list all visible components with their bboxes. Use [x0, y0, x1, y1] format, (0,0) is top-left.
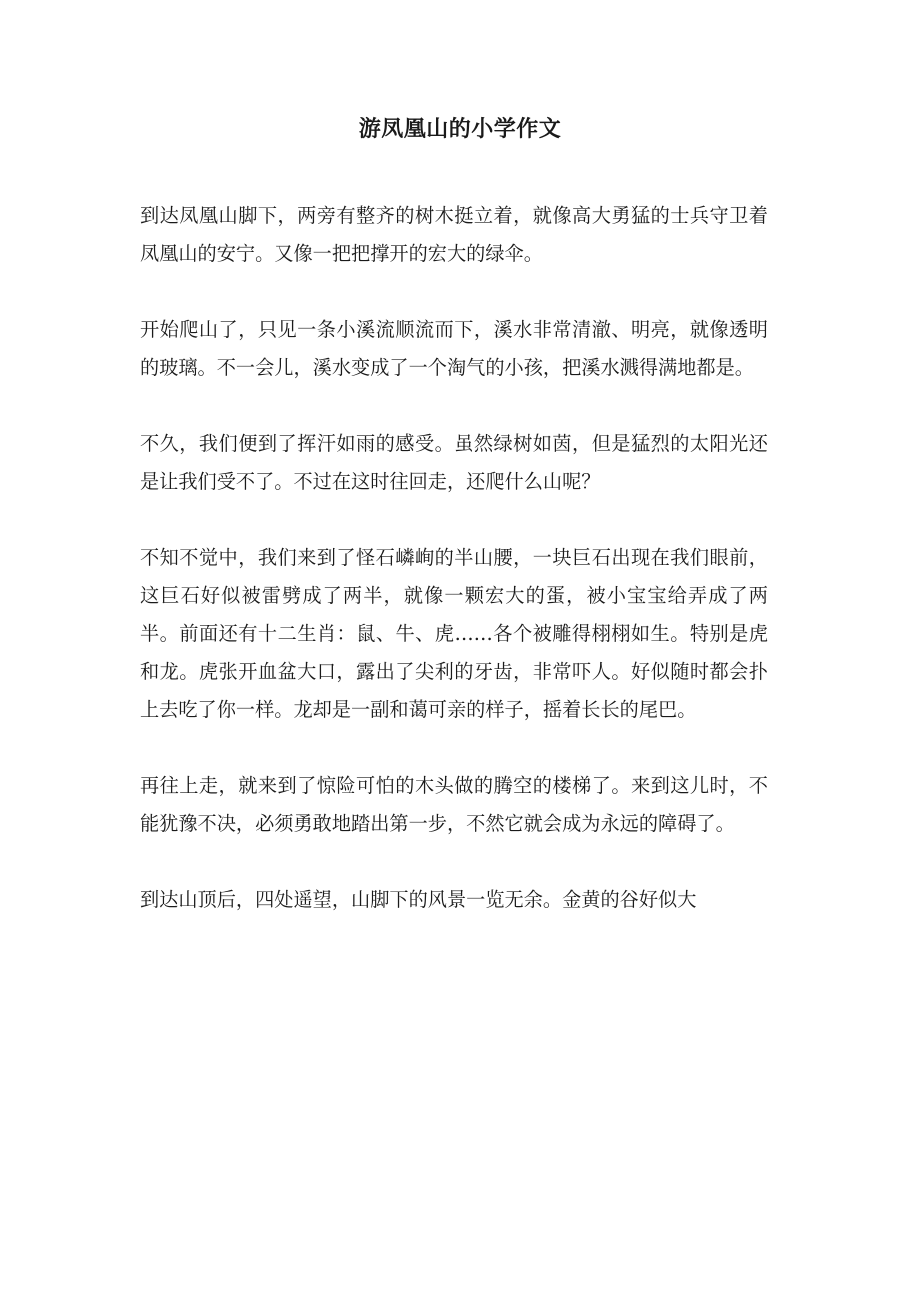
paragraph-4: 不知不觉中，我们来到了怪石嶙峋的半山腰，一块巨石出现在我们眼前，这巨石好似被雷劈成了两半，就像一颗宏大的蛋，被小宝宝给弄成了两半。前面还有十二生肖：鼠、牛、虎……各个被雕得栩栩如生。特别是虎和龙。虎张开血盆大口，露出了尖利的牙齿，非常吓人。好似随时都会扑上去吃了你一样。龙却是一副和蔼可亲的样子，摇着长长的尾巴。	[140, 546, 768, 721]
paragraph-6: 到达山顶后，四处遥望，山脚下的风景一览无余。金黄的谷好似大	[140, 888, 697, 911]
document-title: 游凤凰山的小学作文	[358, 116, 562, 142]
paragraph-1: 到达凤凰山脚下，两旁有整齐的树木挺立着，就像高大勇猛的士兵守卫着凤凰山的安宁。又像一把把撑开的宏大的绿伞。	[140, 204, 768, 265]
paragraph-2: 开始爬山了，只见一条小溪流顺流而下，溪水非常清澈、明亮，就像透明的玻璃。不一会儿，溪水变成了一个淘气的小孩，把溪水溅得满地都是。	[140, 318, 768, 379]
document-body	[140, 197, 768, 957]
paragraph-5: 再往上走，就来到了惊险可怕的木头做的腾空的楼梯了。来到这儿时，不能犹豫不决，必须勇敢地踏出第一步，不然它就会成为永远的障碍了。	[140, 774, 768, 835]
paragraph-3: 不久，我们便到了挥汗如雨的感受。虽然绿树如茵，但是猛烈的太阳光还是让我们受不了。不过在这时往回走，还爬什么山呢？	[140, 432, 768, 493]
